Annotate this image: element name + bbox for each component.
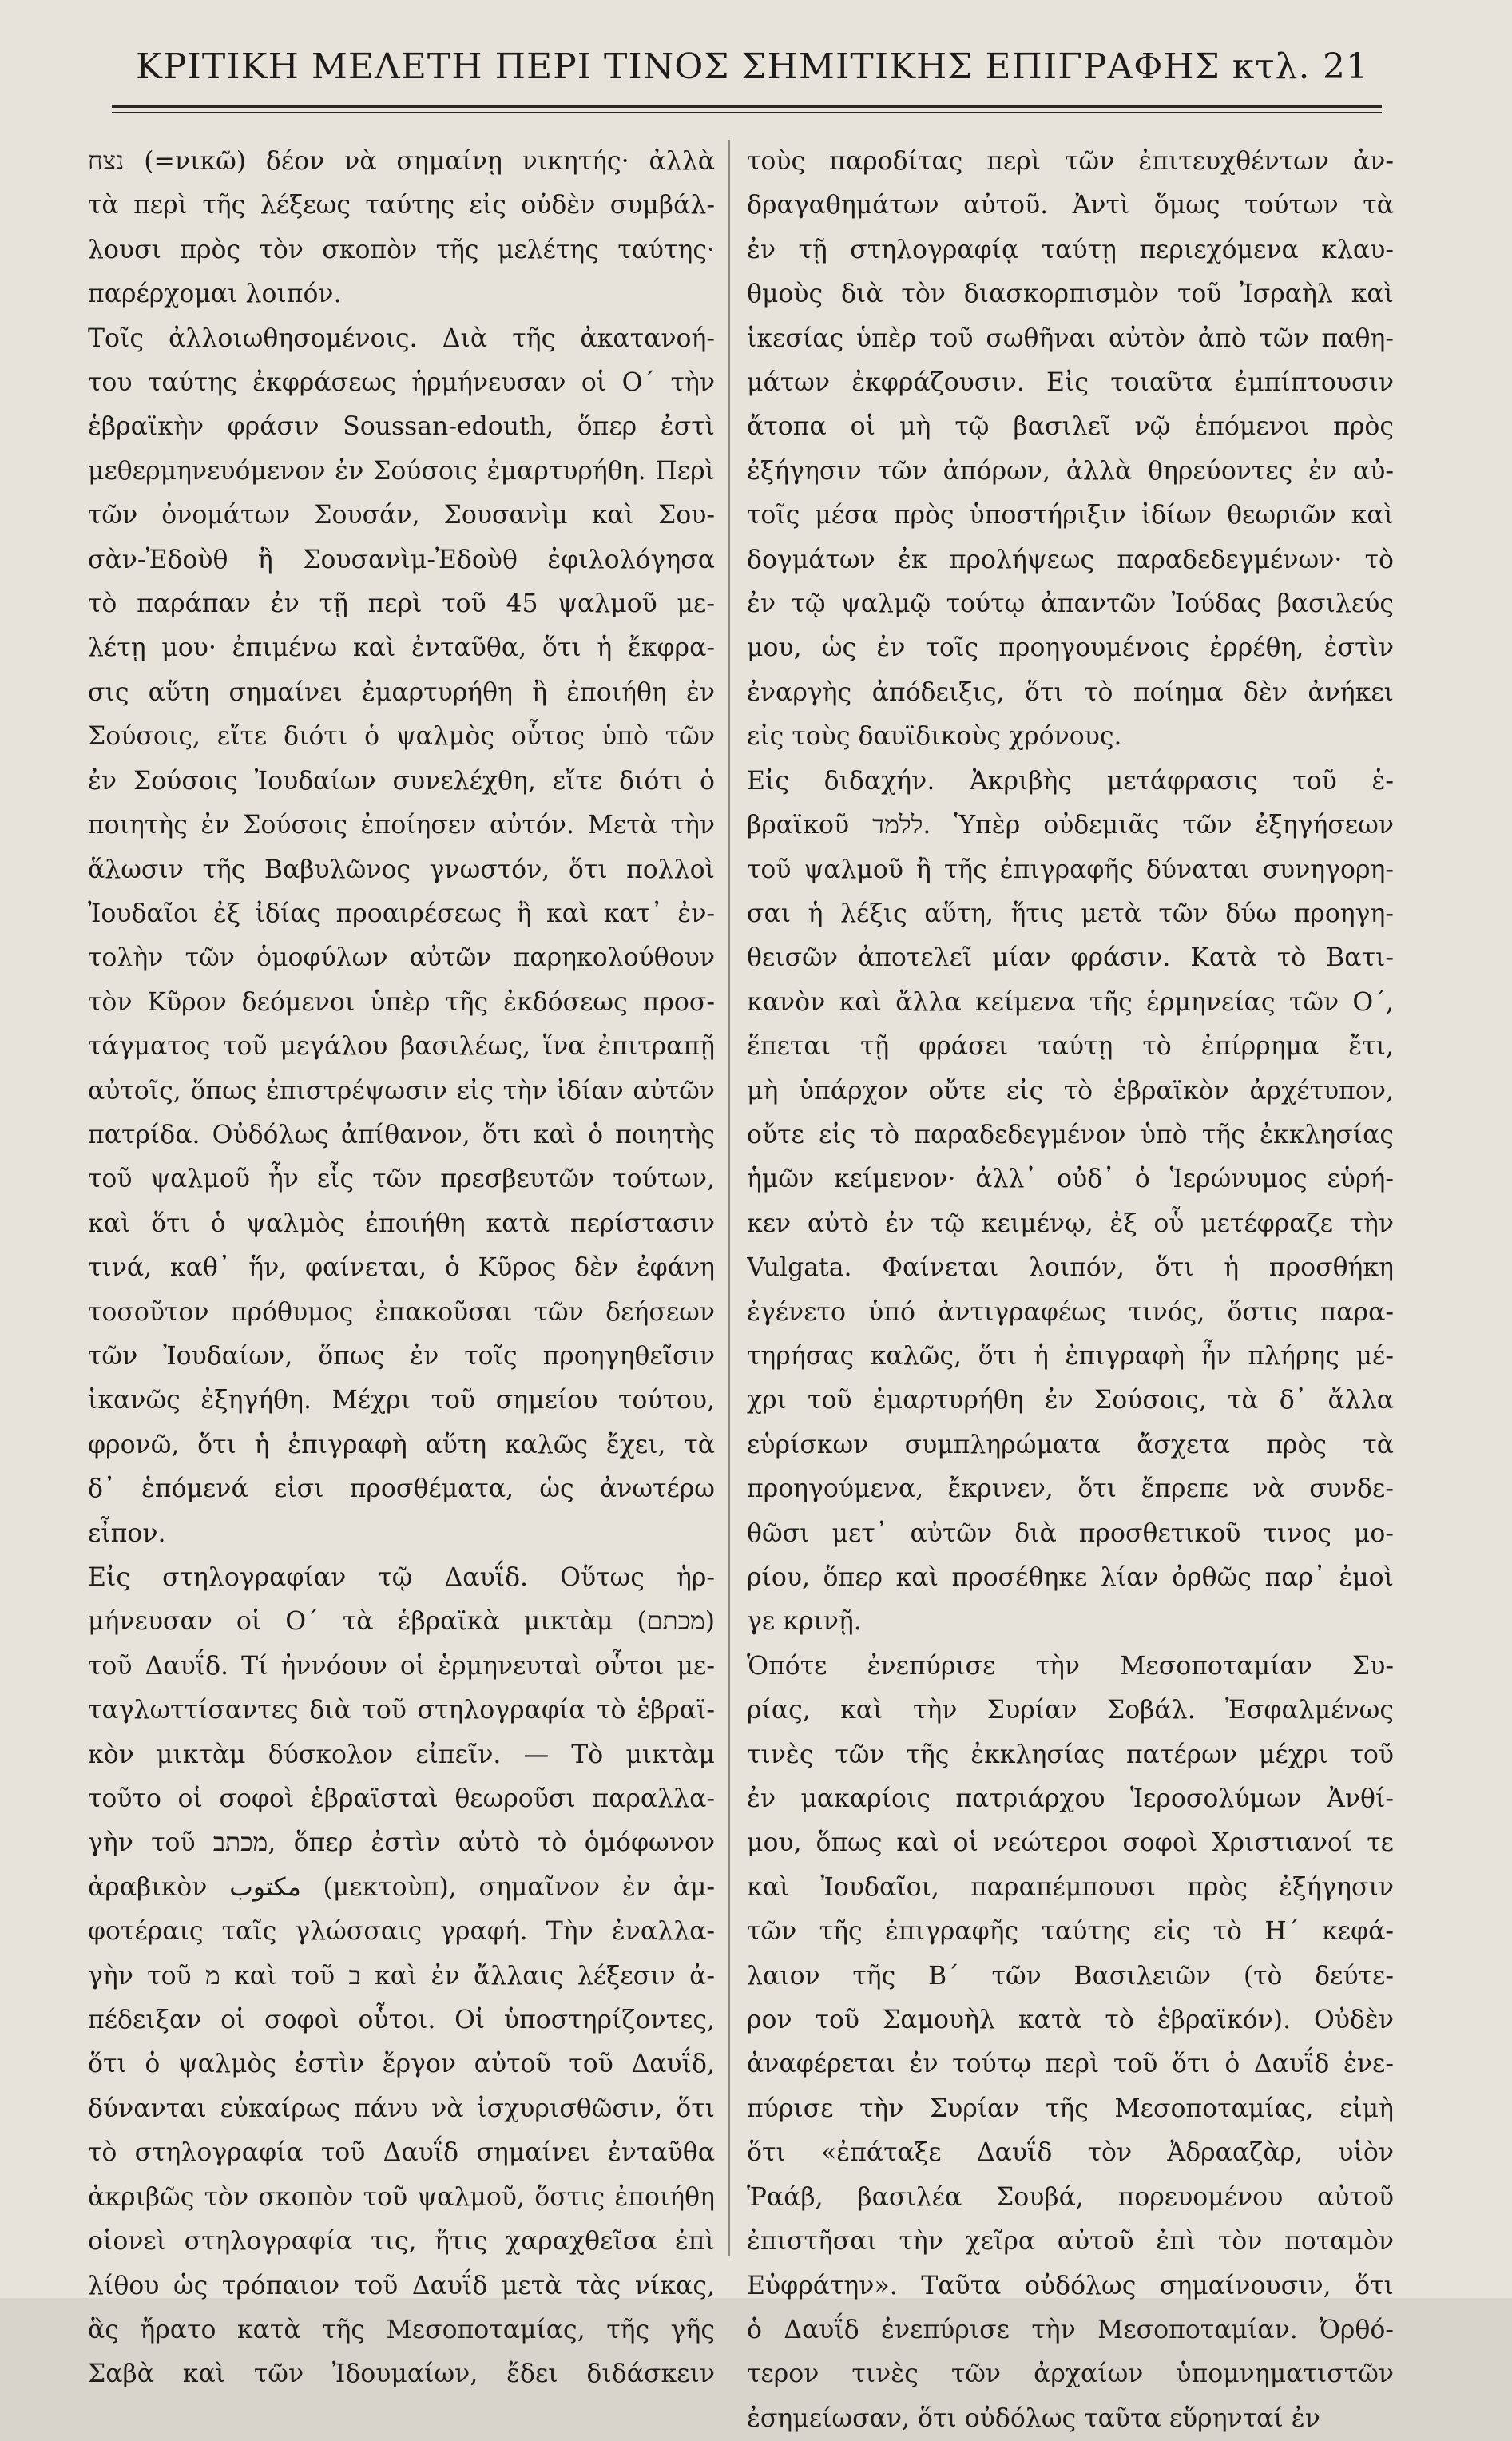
text-line: μεθερμηνευόμενον ἐν Σούσοις ἐμαρτυρήθη. Περὶ (88, 456, 715, 486)
text-line: ὅτι ὁ ψαλμὸς ἐστὶν ἔργον αὐτοῦ τοῦ Δαυΐδ, (88, 2050, 715, 2079)
text-line: τοσοῦτον πρόθυμος ἐπακοῦσαι τῶν δεήσεων (88, 1297, 715, 1327)
text-line: τολὴν τῶν ὁμοφύλων αὐτῶν παρηκολούθουν (88, 943, 715, 973)
text-line: ἑβραϊκὴν φράσιν Soussan-edouth, ὅπερ ἐστὶ (88, 412, 715, 442)
text-line: τοῦ ψαλμοῦ ἦν εἷς τῶν πρεσβευτῶν τούτων, (88, 1165, 715, 1194)
text-line: ἄτοπα οἱ μὴ τῷ βασιλεῖ νῷ ἑπόμενοι πρὸς (747, 412, 1394, 442)
text-line: του ταύτης ἐκφράσεως ἡρμήνευσαν οἱ Ο΄ τὴν (88, 368, 715, 398)
text-line: μάτων ἐκφράζουσιν. Εἰς τοιαῦτα ἐμπίπτουσιν (747, 368, 1394, 398)
text-line: Εἰς στηλογραφίαν τῷ Δαυΐδ. Οὕτως ἡρ- (88, 1563, 715, 1592)
text-line: κεν αὐτὸ ἐν τῷ κειμένῳ, ἐξ οὗ μετέφραζε τὴν (747, 1209, 1394, 1238)
text-line: τοὺς παροδίτας περὶ τῶν ἐπιτευχθέντων ἀν- (747, 147, 1394, 176)
text-line: ἅλωσιν τῆς Βαβυλῶνος γνωστόν, ὅτι πολλοὶ (88, 855, 715, 884)
text-line: λίθου ὡς τρόπαιον τοῦ Δαυΐδ μετὰ τὰς νίκας, (88, 2271, 715, 2300)
text-line: φρονῶ, ὅτι ἡ ἐπιγραφὴ αὕτη καλῶς ἔχει, τὰ (88, 1430, 715, 1459)
text-line: τηρήσας καλῶς, ὅτι ἡ ἐπιγραφὴ ἦν πλήρης μέ- (747, 1341, 1394, 1371)
text-line: τῶν Ἰουδαίων, ὅπως ἐν τοῖς προηγηθεῖσιν (88, 1341, 715, 1371)
text-line: σὰν-Ἐδοὺθ ἢ Σουσανὶμ-Ἐδοὺθ ἐφιλολόγησα (88, 545, 715, 574)
text-line: κανὸν καὶ ἄλλα κείμενα τῆς ἑρμηνείας τῶν Ο΄, (747, 987, 1394, 1017)
text-line: ἐγένετο ὑπό ἀντιγραφέως τινός, ὅστις παρα- (747, 1297, 1394, 1327)
text-line: ὁ Δαυΐδ ἐνεπύρισε τὴν Μεσοποταμίαν. Ὀρθό- (747, 2315, 1394, 2344)
text-line: Ῥαάβ, βασιλέα Σουβά, πορευομένου αὐτοῦ (747, 2182, 1394, 2212)
text-line: λουσι πρὸς τὸν σκοπὸν τῆς μελέτης ταύτης· (88, 235, 715, 264)
text-line: τοῦτο οἱ σοφοὶ ἑβραϊσταὶ θεωροῦσι παραλλα- (88, 1784, 715, 1814)
text-line: θμοὺς διὰ τὸν διασκορπισμὸν τοῦ Ἰσραὴλ καὶ (747, 280, 1394, 309)
text-line: πύρισε τὴν Συρίαν τῆς Μεσοποταμίας, εἰμὴ (747, 2094, 1394, 2123)
text-line: ἱκανῶς ἐξηγήθη. Μέχρι τοῦ σημείου τούτου, (88, 1386, 715, 1415)
text-line: ἐν μακαρίοις πατριάρχου Ἱεροσολύμων Ἀνθί- (747, 1784, 1394, 1814)
running-title: ΚΡΙΤΙΚΗ ΜΕΛΕΤΗ ΠΕΡΙ ΤΙΝΟΣ ΣΗΜΙΤΙΚΗΣ ΕΠΙΓΡΑΦΗΣ κτλ. (136, 46, 1311, 87)
text-line: ρίας, καὶ τὴν Συρίαν Σοβάλ. Ἐσφαλμένως (747, 1696, 1394, 1725)
text-line: ἕπεται τῇ φράσει ταύτῃ τὸ ἐπίρρημα ἔτι, (747, 1032, 1394, 1062)
text-line: θεισῶν ἀποτελεῖ μίαν φράσιν. Κατὰ τὸ Βατι- (747, 943, 1394, 973)
text-line: τῶν τῆς ἐπιγραφῆς ταύτης εἰς τὸ Η΄ κεφά- (747, 1917, 1394, 1947)
text-line: τοῦ Δαυΐδ. Τί ἠννόουν οἱ ἑρμηνευταὶ οὗτοι με- (88, 1651, 715, 1681)
text-line: οὔτε εἰς τὸ παραδεδεγμένον ὑπὸ τῆς ἐκκλησίας (747, 1120, 1394, 1149)
text-line: εἰς τοὺς δαυϊδικοὺς χρόνους. (747, 722, 1122, 752)
text-line: δραγαθημάτων αὐτοῦ. Ἀντὶ ὅμως τούτων τὰ (747, 191, 1394, 220)
text-line: βραϊκοῦ ללמד. Ὑπὲρ οὐδεμιᾶς τῶν ἐξηγήσεων (747, 811, 1394, 840)
text-line: τῶν ὀνομάτων Σουσάν, Σουσανὶμ καὶ Σου- (88, 501, 715, 530)
text-line: ἃς ἤρατο κατὰ τῆς Μεσοποταμίας, τῆς γῆς (88, 2315, 715, 2344)
text-line: εὑρίσκων συμπληρώματα ἄσχετα πρὸς τὰ (747, 1430, 1394, 1459)
text-line: τοῖς μέσα πρὸς ὑποστήριξιν ἰδίων θεωριῶν καὶ (747, 501, 1394, 530)
column-divider (728, 140, 730, 2256)
text-line: Εἰς διδαχήν. Ἀκριβὴς μετάφρασις τοῦ ἑ- (747, 766, 1394, 796)
text-line: κὸν μικτὰμ δύσκολον εἰπεῖν. — Τὸ μικτὰμ (88, 1740, 715, 1769)
text-line: τὸ παράπαν ἐν τῇ περὶ τοῦ 45 ψαλμοῦ με- (88, 589, 715, 619)
text-line: ρον τοῦ Σαμουὴλ κατὰ τὸ ἑβραϊκόν). Οὐδὲν (747, 2006, 1394, 2035)
text-line: μήνευσαν οἱ Ο΄ τὰ ἑβραϊκὰ μικτὰμ (מכתם) (88, 1607, 715, 1637)
text-line: ρίου, ὅπερ καὶ προσέθηκε λίαν ὀρθῶς παρ᾽ ἐμοὶ (747, 1563, 1394, 1592)
page-number: 21 (1323, 46, 1369, 87)
header-rule (112, 105, 1382, 108)
text-line: τὰ περὶ τῆς λέξεως ταύτης εἰς οὐδὲν συμβάλ- (88, 191, 715, 220)
text-line: λέτῃ μου· ἐπιμένω καὶ ἐνταῦθα, ὅτι ἡ ἔκφρα- (88, 633, 715, 663)
text-line: καὶ Ἰουδαῖοι, παραπέμπουσι πρὸς ἐξήγησιν (747, 1872, 1394, 1902)
running-header (136, 46, 1374, 87)
text-line: ἡμῶν κείμενον· ἀλλ᾽ οὐδ᾽ ὁ Ἱερώνυμος εὑρή- (747, 1165, 1394, 1194)
text-line: τάγματος τοῦ μεγάλου βασιλέως, ἵνα ἐπιτραπῇ (88, 1032, 715, 1062)
text-line: οἱονεὶ στηλογραφία τις, ἥτις χαραχθεῖσα ἐπὶ (88, 2227, 715, 2256)
text-line: σαι ἡ λέξις αὕτη, ἥτις μετὰ τῶν δύω προηγη- (747, 899, 1394, 928)
text-line: μου, ὡς ἐν τοῖς προηγουμένοις ἐρρέθη, ἐστὶν (747, 633, 1394, 663)
text-line: ταγλωττίσαντες διὰ τοῦ στηλογραφία τὸ ἑβραϊ- (88, 1696, 715, 1725)
header-rule-thin (112, 112, 1382, 113)
text-line: ἐναργὴς ἀπόδειξις, ὅτι τὸ ποίημα δὲν ἀνήκει (747, 677, 1394, 707)
text-line: φοτέραις ταῖς γλώσσαις γραφή. Τὴν ἐναλλα- (88, 1917, 715, 1947)
text-line: παρέρχομαι λοιπόν. (88, 280, 342, 309)
text-line: μου, ὅπως καὶ οἱ νεώτεροι σοφοὶ Χριστιανοί τε (747, 1828, 1394, 1858)
text-line: Ὁπότε ἐνεπύρισε τὴν Μεσοποταμίαν Συ- (747, 1651, 1394, 1681)
text-line: τοῦ ψαλμοῦ ἢ τῆς ἐπιγραφῆς δύναται συνηγορη- (747, 855, 1394, 884)
text-line: ἐξήγησιν τῶν ἀπόρων, ἀλλὰ θηρεύοντες ἐν αὐ- (747, 456, 1394, 486)
text-line: τινά, καθ᾽ ἥν, φαίνεται, ὁ Κῦρος δὲν ἐφάνη (88, 1253, 715, 1283)
text-line: ἐπιστῆσαι τὴν χεῖρα αὐτοῦ ἐπὶ τὸν ποταμὸν (747, 2227, 1394, 2256)
text-line: ἱκεσίας ὑπὲρ τοῦ σωθῆναι αὐτὸν ἀπὸ τῶν παθη- (747, 323, 1394, 353)
text-line: ποιητὴς ἐν Σούσοις ἐποίησεν αὐτόν. Μετὰ τὴν (88, 811, 715, 840)
text-line: μὴ ὑπάρχον οὔτε εἰς τὸ ἑβραϊκὸν ἀρχέτυπον, (747, 1076, 1394, 1105)
text-line: Vulgata. Φαίνεται λοιπόν, ὅτι ἡ προσθήκη (747, 1253, 1394, 1283)
text-line: προηγούμενα, ἔκρινεν, ὅτι ἔπρεπε νὰ συνδε- (747, 1475, 1394, 1504)
text-line: πατρίδα. Οὐδόλως ἀπίθανον, ὅτι καὶ ὁ ποιητὴς (88, 1120, 715, 1149)
text-line: Ἰουδαῖοι ἐξ ἰδίας προαιρέσεως ἢ καὶ κατ᾽ ἐν- (88, 899, 715, 928)
text-line: ἐν Σούσοις Ἰουδαίων συνελέχθη, εἴτε διότι ὁ (88, 766, 715, 796)
text-line: γε κρινῇ. (747, 1607, 862, 1637)
text-line: αὐτοῖς, ὅπως ἐπιστρέψωσιν εἰς τὴν ἰδίαν αὐτῶν (88, 1076, 715, 1105)
text-line: ἀραβικὸν مكتوب (μεκτοὺπ), σημαῖνον ἐν ἀμ- (88, 1872, 715, 1902)
text-line: πέδειξαν οἱ σοφοὶ οὗτοι. Οἱ ὑποστηρίζοντες, (88, 2006, 715, 2035)
text-line: γὴν τοῦ מ καὶ τοῦ ב καὶ ἐν ἄλλαις λέξεσιν ἀ- (88, 1961, 715, 1991)
text-line: θῶσι μετ᾽ αὐτῶν διὰ προσθετικοῦ τινος μο- (747, 1518, 1394, 1548)
text-line: Σαβὰ καὶ τῶν Ἰδουμαίων, ἔδει διδάσκειν (88, 2360, 715, 2389)
text-line: τερον τινὲς τῶν ἀρχαίων ὑπομνηματιστῶν (747, 2360, 1394, 2389)
text-line: τὸ στηλογραφία τοῦ Δαυΐδ σημαίνει ἐνταῦθα (88, 2138, 715, 2168)
text-line: δ᾽ ἑπόμενά εἰσι προσθέματα, ὡς ἀνωτέρω (88, 1475, 715, 1504)
text-line: λαιον τῆς Β΄ τῶν Βασιλειῶν (τὸ δεύτε- (747, 1961, 1394, 1991)
text-line: Τοῖς ἀλλοιωθησομένοις. Διὰ τῆς ἀκατανοή- (88, 323, 715, 353)
text-line: ἀκριβῶς τὸν σκοπὸν τοῦ ψαλμοῦ, ὅστις ἐποιήθη (88, 2182, 715, 2212)
text-line: נצח (=νικῶ) δέον νὰ σημαίνῃ νικητής· ἀλλὰ (88, 147, 715, 176)
text-line: δογμάτων ἐκ προλήψεως παραδεδεγμένων· τὸ (747, 545, 1394, 574)
text-line: χρι τοῦ ἐμαρτυρήθη ἐν Σούσοις, τὰ δ᾽ ἄλλα (747, 1386, 1394, 1415)
right-text-column (747, 140, 1394, 2441)
text-line: τὸν Κῦρον δεόμενοι ὑπὲρ τῆς ἐκδόσεως προσ- (88, 987, 715, 1017)
text-line: ἐσημείωσαν, ὅτι οὐδόλως ταῦτα εὕρηνταί ἐν (747, 2403, 1320, 2433)
text-line: τινὲς τῶν τῆς ἐκκλησίας πατέρων μέχρι τοῦ (747, 1740, 1394, 1769)
text-line: ἐν τῇ στηλογραφίᾳ ταύτῃ περιεχόμενα κλαυ- (747, 235, 1394, 264)
text-line: εἶπον. (88, 1518, 166, 1548)
text-line: Εὐφράτην». Ταῦτα οὐδόλως σημαίνουσιν, ὅτι (747, 2271, 1394, 2300)
text-line: ἐν τῷ ψαλμῷ τούτῳ ἀπαντῶν Ἰούδας βασιλεύς (747, 589, 1394, 619)
left-text-column (88, 140, 715, 2397)
text-line: Σούσοις, εἴτε διότι ὁ ψαλμὸς οὗτος ὑπὸ τῶν (88, 722, 715, 752)
text-line: ὅτι «ἐπάταξε Δαυΐδ τὸν Ἀδρααζὰρ, υἱὸν (747, 2138, 1394, 2168)
text-line: καὶ ὅτι ὁ ψαλμὸς ἐποιήθη κατὰ περίστασιν (88, 1209, 715, 1238)
text-line: δύνανται εὐκαίρως πάνυ νὰ ἰσχυρισθῶσιν, ὅτι (88, 2094, 715, 2123)
text-line: γὴν τοῦ מכתב, ὅπερ ἐστὶν αὐτὸ τὸ ὁμόφωνον (88, 1828, 715, 1858)
text-line: ἀναφέρεται ἐν τούτῳ περὶ τοῦ ὅτι ὁ Δαυΐδ ἐνε- (747, 2050, 1394, 2079)
text-line: σις αὕτη σημαίνει ἐμαρτυρήθη ἢ ἐποιήθη ἐν (88, 677, 715, 707)
